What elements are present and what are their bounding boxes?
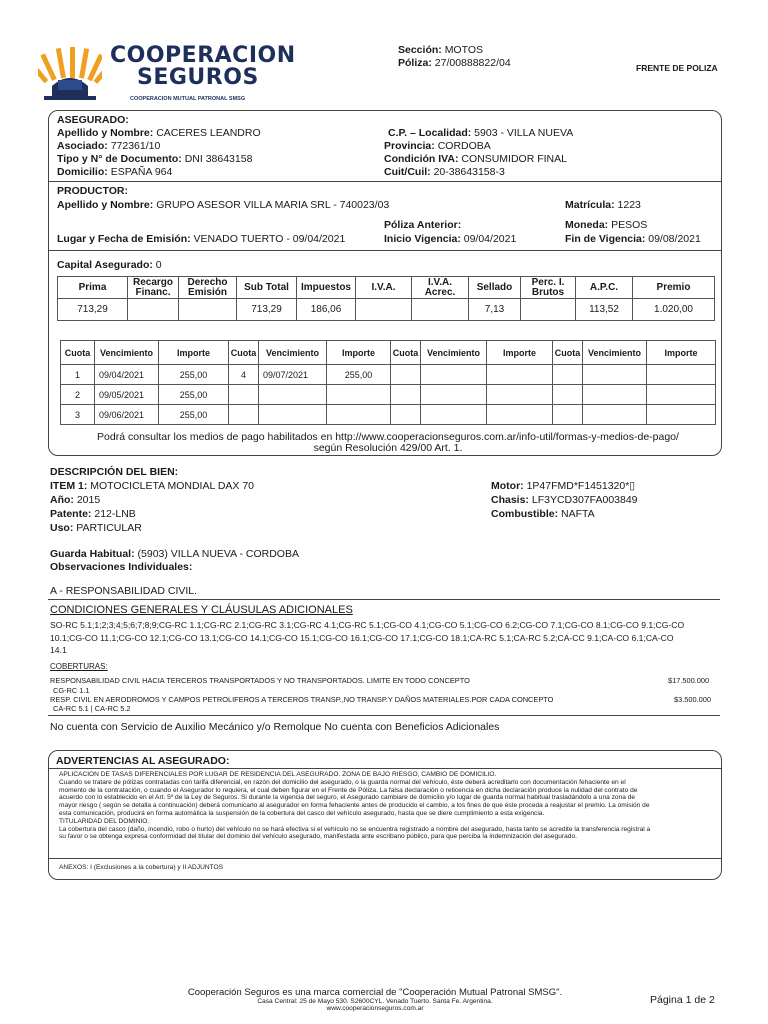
brand-subtitle: COOPERACION MUTUAL PATRONAL SMSG — [130, 96, 246, 102]
sunburst-logo-icon — [38, 42, 102, 104]
condiciones-line: 10.1;CG-CO 11.1;CG-CO 12.1;CG-CO 13.1;CG-CO 14.1;CG-CO 15.1;CG-CO 16.1;CG-CO 17.1;CG-CO 18.1;CA-RC 5.1;CA-RC 5.2;CA-CC 9.1;CA-CO 6.1;CA-CO — [50, 632, 674, 643]
advertencia-line: mayor riesgo ( según se detalla a continuación) deberá comunicarlo al asegurador en forma fehaciente antes de producido el cambio, a los fines de que éste proceda a reajustar el premio. La omisión de — [59, 802, 650, 810]
cp-value: 5903 - VILLA NUEVA — [474, 127, 574, 139]
payment-note — [60, 432, 716, 454]
condiciones-codes — [50, 619, 720, 657]
cuit-value: 20-38643158-3 — [433, 166, 505, 178]
page-footer — [150, 987, 600, 1012]
value-prima: 713,29 — [58, 299, 128, 321]
value-iva — [356, 299, 412, 321]
nombre-label: Apellido y Nombre: — [57, 127, 154, 139]
section-divider — [48, 250, 722, 251]
header-apc: A.P.C. — [576, 277, 633, 299]
advertencia-line: TITULARIDAD DEL DOMINIO. — [59, 817, 150, 825]
cuota-vencimiento — [421, 405, 487, 425]
header-prima: Prima — [58, 277, 128, 299]
header-derecho: Derecho Emisión — [179, 277, 237, 299]
motor-label: Motor: — [491, 480, 524, 492]
advertencia-line: APLICACION DE TASAS DIFERENCIALES POR LUGAR DE RESIDENCIA DEL ASEGURADO. ZONA DE BAJO RIESGO, CAMBIO DE DOMICILIO. — [59, 771, 497, 778]
brand-name-line2: SEGUROS — [137, 65, 259, 90]
moneda-value: PESOS — [611, 219, 648, 231]
domicilio-value: ESPAÑA 964 — [110, 166, 173, 178]
cuota-vencimiento — [583, 365, 647, 385]
capital-asegurado — [57, 259, 162, 272]
cuota-vencimiento — [583, 405, 647, 425]
asegurado-title: ASEGURADO: — [57, 114, 129, 126]
page-number: Página 1 de 2 — [650, 994, 715, 1006]
advertencia-line: acuerdo con lo establecido en el Art. 5º de la Ley de Seguros. Si durante la vigencia del seguro, el Asegurado cambiare de domicilio y/o lugar de guarda normal habitual trasladándolo a una zona de — [59, 794, 636, 802]
table-row — [61, 405, 716, 425]
cuota-importe: 255,00 — [159, 385, 229, 405]
header-importe: Importe — [327, 341, 391, 365]
poliza-anterior-label: Póliza Anterior: — [384, 219, 462, 231]
header-perc-brutos: Perc. I. Brutos — [521, 277, 576, 299]
cuota-importe — [487, 365, 553, 385]
premio-table — [57, 276, 715, 321]
poliza-label: Póliza: — [398, 57, 432, 69]
chasis-label: Chasis: — [491, 494, 529, 506]
header-vencimiento: Vencimiento — [583, 341, 647, 365]
nombre-value: CACERES LEANDRO — [156, 127, 261, 139]
value-impuestos: 186,06 — [297, 299, 356, 321]
iva-label: Condición IVA: — [384, 153, 459, 165]
cobertura-2-text: RESP. CIVIL EN AERODROMOS Y CAMPOS PETROLIFEROS A TERCEROS TRANSP.,NO TRANSP.Y DAÑOS MATERIALES.POR CADA CONCEPTO — [50, 695, 554, 704]
premio-header-row — [58, 277, 715, 299]
seccion-value: MOTOS — [444, 44, 483, 56]
cuota-importe — [327, 385, 391, 405]
matricula-value: 1223 — [617, 199, 641, 211]
condiciones-line: 14.1 — [50, 645, 67, 655]
provincia-label: Provincia: — [384, 140, 435, 152]
cuota-importe — [327, 405, 391, 425]
policy-header — [398, 44, 511, 70]
table-row — [61, 365, 716, 385]
header-cuota: Cuota — [61, 341, 95, 365]
poliza-value: 27/00888822/04 — [434, 57, 511, 69]
plan-cobertura: A - RESPONSABILIDAD CIVIL. — [50, 585, 198, 597]
uso-label: Uso: — [50, 522, 74, 534]
footer-brand-note: Cooperación Seguros es una marca comercial de "Cooperación Mutual Patronal SMSG". — [187, 987, 563, 998]
patente-value: 212-LNB — [94, 508, 136, 520]
item-value: MOTOCICLETA MONDIAL DAX 70 — [90, 480, 255, 492]
cp-label: C.P. – Localidad: — [388, 127, 472, 139]
value-sellado: 7,13 — [469, 299, 521, 321]
productor-title: PRODUCTOR: — [57, 185, 128, 197]
motor-value: 1P47FMD*F1451320*▯ — [526, 480, 636, 492]
cuota-vencimiento: 09/06/2021 — [95, 405, 159, 425]
cuota-vencimiento — [259, 385, 327, 405]
condiciones-title: CONDICIONES GENERALES Y CLÁUSULAS ADICIONALES — [50, 604, 353, 616]
provincia-value: CORDOBA — [437, 140, 491, 152]
cuota-vencimiento: 09/04/2021 — [95, 365, 159, 385]
header-impuestos: Impuestos — [297, 277, 356, 299]
matricula-label: Matrícula: — [565, 199, 615, 211]
header-importe: Importe — [647, 341, 716, 365]
company-logo — [38, 42, 296, 106]
value-subtotal: 713,29 — [237, 299, 297, 321]
advertencia-line: momento de la contratación, o cuando el Asegurador lo requiera, el cual deben figurar en el Frente de Póliza. La falsa declaración o reticencia en dicha declaración produce la nulidad del contrato de — [59, 786, 638, 794]
cuota-importe: 255,00 — [327, 365, 391, 385]
cuota-importe — [647, 405, 716, 425]
cuota-number: 4 — [229, 365, 259, 385]
cuota-importe: 255,00 — [159, 365, 229, 385]
cuota-number — [553, 385, 583, 405]
domicilio-label: Domicilio: — [57, 166, 108, 178]
cobertura-1-amount: $17.500.000 — [668, 676, 710, 685]
value-perc-brutos — [521, 299, 576, 321]
condiciones-line: SO-RC 5.1;1;2;3;4;5;6;7;8;9;CG-RC 1.1;CG-RC 2.1;CG-RC 3.1;CG-RC 4.1;CG-RC 5.1;CG-CO 4.1;CG-CO 5.1;CG-CO 6.2;CG-CO 7.1;CG-CO 8.1;CG-CO 9.1;CG-CO — [50, 620, 685, 630]
cobertura-1-codes: CG-RC 1.1 — [53, 686, 90, 695]
asociado-value: 772361/10 — [110, 140, 161, 152]
inicio-value: 09/04/2021 — [463, 233, 517, 245]
anexos-divider — [48, 858, 722, 859]
cuota-number — [391, 385, 421, 405]
cuota-number — [391, 365, 421, 385]
header-vencimiento: Vencimiento — [95, 341, 159, 365]
advertencia-line: su favor o se obtenga expresa conformidad del titular del dominio del vehículo asegurado, manifestada ante escribano público, para que perciba la indemnización del asegurado. — [59, 833, 577, 841]
fin-value: 09/08/2021 — [648, 233, 701, 245]
capital-label: Capital Asegurado: — [57, 259, 153, 271]
documento-label: Tipo y N° de Documento: — [57, 153, 182, 165]
chasis-value: LF3YCD307FA003849 — [531, 494, 638, 506]
footer-address: Casa Central: 25 de Mayo 530. S2600CYL. Venado Tuerto. Santa Fe. Argentina. — [257, 998, 493, 1005]
emision-value: VENADO TUERTO - 09/04/2021 — [193, 233, 346, 245]
header-vencimiento: Vencimiento — [421, 341, 487, 365]
capital-value: 0 — [155, 259, 162, 271]
header-vencimiento: Vencimiento — [259, 341, 327, 365]
combustible-label: Combustible: — [491, 508, 559, 520]
cuota-number: 3 — [61, 405, 95, 425]
combustible-value: NAFTA — [561, 508, 595, 520]
header-iva: I.V.A. — [356, 277, 412, 299]
anexos-note: ANEXOS: I (Exclusiones a la cobertura) y II ADJUNTOS — [59, 864, 224, 871]
header-iva-acrec: I.V.A. Acrec. — [412, 277, 469, 299]
value-recargo — [128, 299, 179, 321]
cuota-importe — [487, 385, 553, 405]
cuota-importe: 255,00 — [159, 405, 229, 425]
cuota-vencimiento — [421, 365, 487, 385]
header-recargo: Recargo Financ. — [128, 277, 179, 299]
payment-note-line2: según Resolución 429/00 Art. 1. — [313, 442, 463, 454]
header-sellado: Sellado — [469, 277, 521, 299]
table-row — [61, 385, 716, 405]
footer-website: www.cooperacionseguros.com.ar — [326, 1005, 424, 1012]
item-label: ITEM 1: — [50, 480, 88, 492]
asociado-label: Asociado: — [57, 140, 108, 152]
brand-name-line1: COOPERACION — [110, 43, 296, 68]
cuota-number — [553, 365, 583, 385]
patente-label: Patente: — [50, 508, 92, 520]
header-importe: Importe — [487, 341, 553, 365]
advertencia-line: La cobertura del casco (daño, incendio, robo o hurto) del vehículo no se hará efectiva si el vehículo no se encuentra registrado a nombre del asegurado, hasta tanto se acredite la transferencia registral a — [59, 825, 651, 833]
cobertura-1-text: RESPONSABILIDAD CIVIL HACIA TERCEROS TRANSPORTADOS Y NO TRANSPORTADOS. LIMITE EN TODO CONCEPTO — [50, 676, 470, 685]
cuota-number — [229, 385, 259, 405]
header-premio: Premio — [633, 277, 715, 299]
documento-value: DNI 38643158 — [184, 153, 253, 165]
document-type: FRENTE DE POLIZA — [636, 63, 718, 73]
cuota-number — [229, 405, 259, 425]
cuota-number: 1 — [61, 365, 95, 385]
header-cuota: Cuota — [391, 341, 421, 365]
cuota-number: 2 — [61, 385, 95, 405]
cuota-importe — [647, 365, 716, 385]
value-derecho — [179, 299, 237, 321]
value-iva-acrec — [412, 299, 469, 321]
section-divider — [48, 181, 722, 182]
fin-label: Fin de Vigencia: — [565, 233, 646, 245]
header-subtotal: Sub Total — [237, 277, 297, 299]
header-cuota: Cuota — [553, 341, 583, 365]
cuota-importe — [647, 385, 716, 405]
cuota-importe — [487, 405, 553, 425]
sin-auxilio-note: No cuenta con Servicio de Auxilio Mecánico y/o Remolque No cuenta con Beneficios Adicionales — [50, 721, 500, 733]
cuota-vencimiento: 09/07/2021 — [259, 365, 327, 385]
cuota-vencimiento — [421, 385, 487, 405]
seccion-label: Sección: — [398, 44, 442, 56]
section-divider — [48, 715, 720, 716]
cobertura-2-codes: CA-RC 5.1 | CA-RC 5.2 — [53, 704, 131, 713]
advertencias-divider — [48, 768, 722, 769]
header-importe: Importe — [159, 341, 229, 365]
guarda-value: (5903) VILLA NUEVA - CORDOBA — [137, 548, 299, 560]
cuota-vencimiento — [583, 385, 647, 405]
cuota-number — [391, 405, 421, 425]
inicio-label: Inicio Vigencia: — [384, 233, 461, 245]
observaciones-label: Observaciones Individuales: — [50, 561, 193, 573]
cuit-label: Cuit/Cuil: — [384, 166, 431, 178]
productor-nombre-label: Apellido y Nombre: — [57, 199, 154, 211]
productor-nombre-value: GRUPO ASESOR VILLA MARIA SRL - 740023/03 — [156, 199, 390, 211]
coberturas-title: COBERTURAS: — [50, 662, 108, 671]
section-divider — [48, 599, 720, 600]
moneda-label: Moneda: — [565, 219, 609, 231]
cuotas-header-row — [61, 341, 716, 365]
advertencias-text — [59, 771, 719, 841]
value-apc: 113,52 — [576, 299, 633, 321]
advertencia-line: esta comunicación, producirá en forma automática la suspensión de la cobertura del casco del vehículo asegurado, hasta que se diere cumplimiento a esta exigencia. — [59, 809, 545, 817]
anio-value: 2015 — [76, 494, 101, 506]
advertencia-line: Cuando se tratare de pólizas contratadas con tarifa diferencial, en razón del domicilio del asegurado, o la guarda normal del vehículo, éste deberá acreditarlo con documentación fehaciente en el — [59, 778, 626, 786]
cuotas-table — [60, 340, 716, 425]
premio-values-row — [58, 299, 715, 321]
cobertura-2-amount: $3.500.000 — [674, 695, 711, 704]
value-premio: 1.020,00 — [633, 299, 715, 321]
cuota-vencimiento: 09/05/2021 — [95, 385, 159, 405]
iva-value: CONSUMIDOR FINAL — [461, 153, 567, 165]
guarda-label: Guarda Habitual: — [50, 548, 135, 560]
advertencias-title: ADVERTENCIAS AL ASEGURADO: — [56, 755, 230, 767]
header-cuota: Cuota — [229, 341, 259, 365]
bien-title: DESCRIPCIÓN DEL BIEN: — [50, 466, 179, 478]
uso-value: PARTICULAR — [76, 522, 142, 534]
payment-note-line1: Podrá consultar los medios de pago habilitados en http://www.cooperacionseguros.com.ar/info-util/formas-y-medios-de-pago/ — [97, 431, 679, 443]
anio-label: Año: — [50, 494, 74, 506]
cuota-number — [553, 405, 583, 425]
cuota-vencimiento — [259, 405, 327, 425]
emision-label: Lugar y Fecha de Emisión: — [57, 233, 191, 245]
